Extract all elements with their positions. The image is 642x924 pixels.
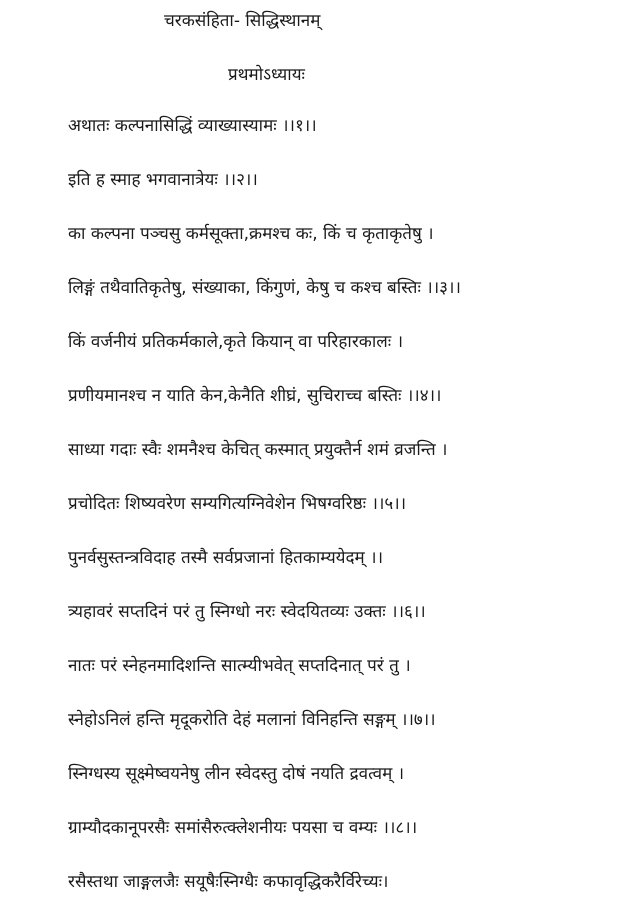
verse-line: ग्राम्यौदकानूपरसैः समांसैरुत्क्लेशनीयः पयसा च वम्यः ।।८।। — [68, 818, 418, 838]
verse-line: अथातः कल्पनासिद्धिं व्याख्यास्यामः ।।१।। — [68, 116, 317, 136]
verse-line: नातः परं स्नेहनमादिशन्ति सात्म्यीभवेत् सप्तदिनात् परं तु । — [68, 656, 411, 676]
document-title: चरकसंहिता- सिद्धिस्थानम् — [164, 11, 321, 31]
verse-line: का कल्पना पञ्चसु कर्मसूक्ता,क्रमश्च कः, किं च कृताकृतेषु । — [68, 224, 434, 244]
chapter-heading: प्रथमोऽध्यायः — [228, 65, 305, 85]
verse-list — [68, 114, 640, 924]
verse-line: लिङ्गं तथैवातिकृतेषु, संख्याका, किंगुणं, केषु च कश्च बस्तिः ।।३।। — [68, 278, 461, 298]
verse-line: प्रणीयमानश्च न याति केन,केनैति शीघ्रं, सुचिराच्च बस्तिः ।।४।। — [68, 386, 442, 406]
verse-line: प्रचोदितः शिष्यवरेण सम्यगित्यग्निवेशेन भिषग्वरिष्ठः ।।५।। — [68, 494, 407, 514]
verse-line: इति ह स्माह भगवानात्रेयः ।।२।। — [68, 170, 258, 190]
verse-line: साध्या गदाः स्वैः शमनैश्च केचित् कस्मात् प्रयुक्तैर्न शमं व्रजन्ति । — [68, 440, 448, 460]
verse-line: पुनर्वसुस्तन्त्रविदाह तस्मै सर्वप्रजानां हितकाम्ययेदम् ।। — [68, 548, 384, 568]
verse-line: स्निग्धस्य सूक्ष्मेष्वयनेषु लीन स्वेदस्तु दोषं नयति द्रवत्वम् । — [68, 764, 405, 784]
verse-line: त्र्यहावरं सप्तदिनं परं तु स्निग्धो नरः स्वेदयितव्यः उक्तः ।।६।। — [68, 602, 426, 622]
verse-line: स्नेहोऽनिलं हन्ति मृदूकरोति देहं मलानां विनिहन्ति सङ्गम् ।।७।। — [68, 710, 436, 730]
verse-line: रसैस्तथा जाङ्गलजैः सयूषैःस्निग्धैः कफावृद्धिकरैर्विरेच्यः। — [68, 872, 389, 892]
verse-line: किं वर्जनीयं प्रतिकर्मकाले,कृते कियान् वा परिहारकालः । — [68, 332, 404, 352]
